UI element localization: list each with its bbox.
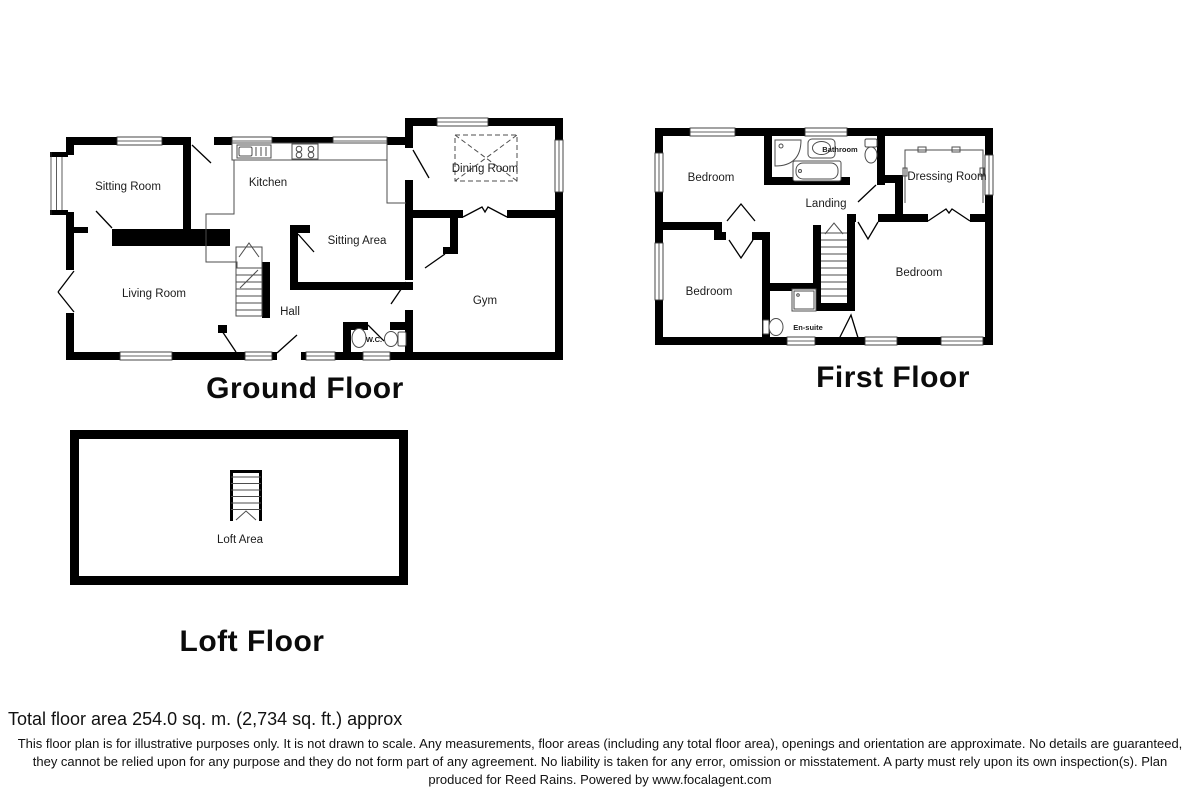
ground-floor-plan	[50, 118, 563, 360]
toilet-icon	[865, 139, 877, 163]
sink-icon	[237, 145, 271, 158]
first-floor-title: First Floor	[816, 361, 970, 394]
total-floor-area-text: Total floor area 254.0 sq. m. (2,734 sq. ft.) approx	[8, 709, 403, 729]
label-dressing-room: Dressing Room	[907, 171, 987, 183]
toilet-icon	[385, 332, 407, 347]
shower-icon	[792, 289, 816, 311]
label-sitting-area: Sitting Area	[327, 235, 387, 247]
label-gym: Gym	[472, 295, 498, 307]
disclaimer-text: This floor plan is for illustrative purposes only. It is not drawn to scale. Any measurements, floor areas (including any total floor area), openings and orientation are approximate. No details are guaranteed, they cannot be relied upon for any purpose and they do not form part of any agreement. No liability is taken for any error, omission or misstatement. A party must rely upon its own inspection(s). Plan produced for Reed Rains. Powered by www.focalagent.com	[17, 736, 1183, 787]
toilet-icon	[763, 319, 783, 336]
loft-stairs	[231, 472, 261, 522]
label-sitting-room: Sitting Room	[95, 181, 161, 193]
loft-floor-plan	[75, 435, 404, 581]
label-landing: Landing	[805, 198, 847, 210]
label-wc: W.C.	[365, 335, 383, 344]
loft-floor-title: Loft Floor	[179, 625, 325, 658]
hob-icon	[292, 144, 318, 159]
label-bathroom: Bathroom	[822, 145, 858, 154]
label-living-room: Living Room	[122, 288, 186, 300]
label-hall: Hall	[280, 306, 300, 318]
ground-stairs	[236, 243, 262, 316]
label-en-suite: En-suite	[793, 323, 823, 332]
label-kitchen: Kitchen	[248, 177, 288, 189]
first-stairs	[821, 223, 847, 296]
label-bedroom-2: Bedroom	[685, 286, 733, 298]
basin-icon	[352, 329, 366, 348]
ground-floor-title: Ground Floor	[206, 372, 404, 405]
bay-window	[50, 152, 68, 215]
label-bedroom-1: Bedroom	[687, 172, 735, 184]
label-loft-area: Loft Area	[216, 534, 264, 546]
first-floor-plan	[655, 128, 993, 345]
label-dining-room: Dining Room	[451, 163, 519, 175]
loft-walls	[75, 435, 404, 581]
label-bedroom-3: Bedroom	[895, 267, 943, 279]
bath-icon	[793, 161, 841, 181]
